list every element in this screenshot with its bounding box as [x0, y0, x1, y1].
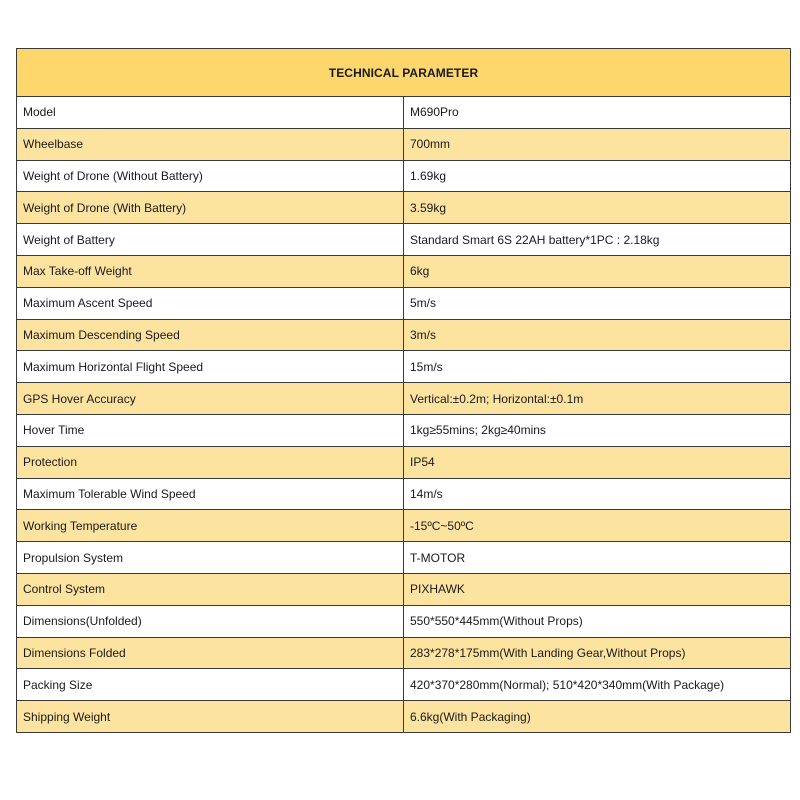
parameter-value: IP54	[404, 446, 791, 478]
parameter-label: Wheelbase	[17, 128, 404, 160]
table-row	[17, 605, 791, 637]
table-row	[17, 446, 791, 478]
parameter-value: 14m/s	[404, 478, 791, 510]
parameter-value: PIXHAWK	[404, 573, 791, 605]
table-row	[17, 97, 791, 129]
table-title: TECHNICAL PARAMETER	[17, 49, 791, 97]
parameter-value: 6kg	[404, 255, 791, 287]
parameter-value: T-MOTOR	[404, 542, 791, 574]
parameter-label: Model	[17, 97, 404, 129]
parameter-label: Maximum Horizontal Flight Speed	[17, 351, 404, 383]
parameter-label: Maximum Tolerable Wind Speed	[17, 478, 404, 510]
parameter-label: Maximum Descending Speed	[17, 319, 404, 351]
parameter-value: 700mm	[404, 128, 791, 160]
parameter-value: 3.59kg	[404, 192, 791, 224]
parameter-value: 1.69kg	[404, 160, 791, 192]
parameter-label: Control System	[17, 573, 404, 605]
technical-parameter-table	[16, 48, 791, 733]
table-row	[17, 414, 791, 446]
parameter-label: Hover Time	[17, 414, 404, 446]
table-row	[17, 637, 791, 669]
table-row	[17, 287, 791, 319]
table-row	[17, 255, 791, 287]
parameter-label: GPS Hover Accuracy	[17, 383, 404, 415]
table-row	[17, 701, 791, 733]
parameter-label: Maximum Ascent Speed	[17, 287, 404, 319]
table-row	[17, 192, 791, 224]
table-row	[17, 128, 791, 160]
table-row	[17, 224, 791, 256]
parameter-value: 550*550*445mm(Without Props)	[404, 605, 791, 637]
parameter-label: Weight of Drone (With Battery)	[17, 192, 404, 224]
parameter-value: 420*370*280mm(Normal); 510*420*340mm(With Package)	[404, 669, 791, 701]
parameter-value: 6.6kg(With Packaging)	[404, 701, 791, 733]
table-row	[17, 510, 791, 542]
table-row	[17, 542, 791, 574]
parameter-value: Vertical:±0.2m; Horizontal:±0.1m	[404, 383, 791, 415]
parameter-label: Working Temperature	[17, 510, 404, 542]
parameter-value: 5m/s	[404, 287, 791, 319]
table-row	[17, 383, 791, 415]
table-row	[17, 669, 791, 701]
parameter-value: 283*278*175mm(With Landing Gear,Without Props)	[404, 637, 791, 669]
parameter-label: Weight of Battery	[17, 224, 404, 256]
parameter-value: Standard Smart 6S 22AH battery*1PC : 2.18kg	[404, 224, 791, 256]
table-row	[17, 573, 791, 605]
parameter-value: 3m/s	[404, 319, 791, 351]
parameter-value: -15ºC~50ºC	[404, 510, 791, 542]
parameter-value: M690Pro	[404, 97, 791, 129]
parameter-label: Protection	[17, 446, 404, 478]
parameter-label: Shipping Weight	[17, 701, 404, 733]
table-body	[17, 97, 791, 733]
table-header-row	[17, 49, 791, 97]
table-row	[17, 319, 791, 351]
table-row	[17, 160, 791, 192]
table-row	[17, 478, 791, 510]
parameter-value: 1kg≥55mins; 2kg≥40mins	[404, 414, 791, 446]
parameter-label: Max Take-off Weight	[17, 255, 404, 287]
parameter-label: Dimensions(Unfolded)	[17, 605, 404, 637]
parameter-label: Weight of Drone (Without Battery)	[17, 160, 404, 192]
parameter-label: Propulsion System	[17, 542, 404, 574]
parameter-value: 15m/s	[404, 351, 791, 383]
parameter-label: Dimensions Folded	[17, 637, 404, 669]
table-row	[17, 351, 791, 383]
parameter-label: Packing Size	[17, 669, 404, 701]
